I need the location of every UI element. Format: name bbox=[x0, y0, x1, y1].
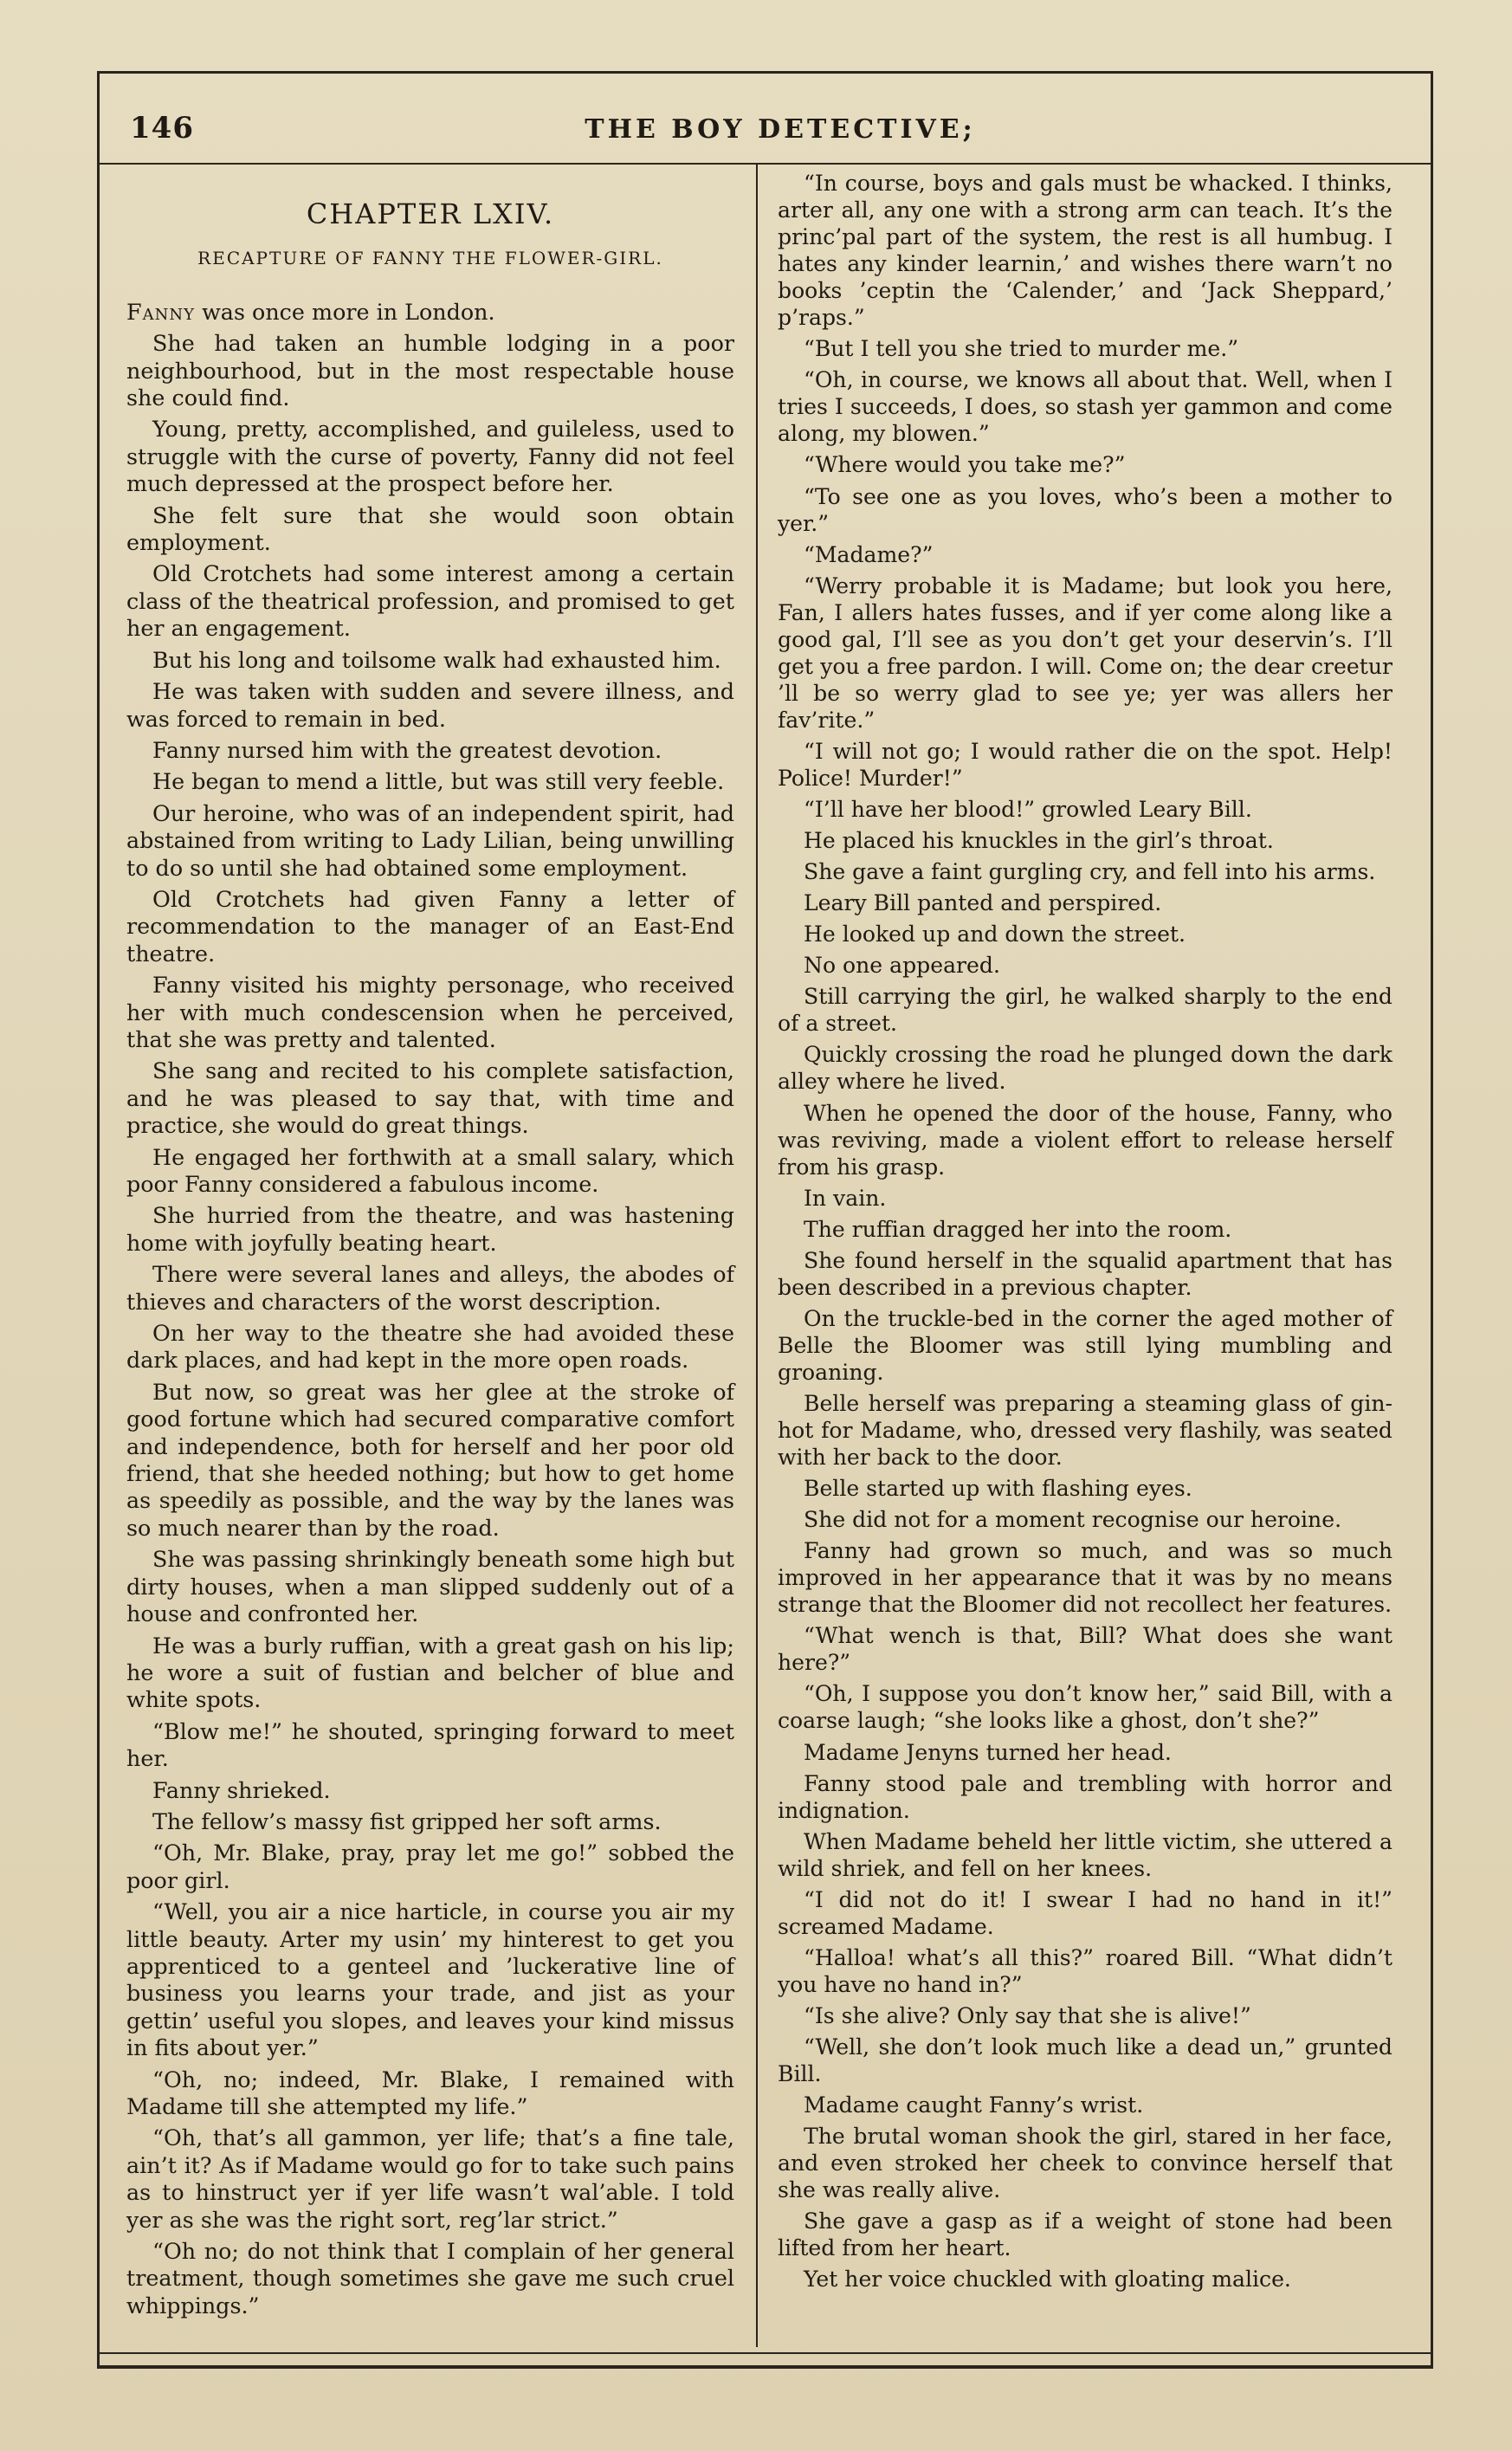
paragraph: Young, pretty, accomplished, and guileless, used to struggle with the curse of poverty, Fanny did not feel much depressed at the prospect before her. bbox=[126, 416, 734, 497]
paragraph: She felt sure that she would soon obtain employment. bbox=[126, 501, 734, 556]
paragraph: Fanny shrieked. bbox=[152, 1776, 331, 1803]
paragraph: She gave a gasp as if a weight of stone had been lifted from her heart. bbox=[778, 2208, 1392, 2261]
paragraph: Our heroine, who was of an independent spirit, had abstained from writing to Lady Lilian, being unwilling to do so until she had obtained some employment. bbox=[126, 799, 734, 881]
paragraph: Old Crotchets had some interest among a certain class of the theatrical profession, and promised to get her an engagement. bbox=[126, 560, 734, 642]
paragraph: “Oh, that’s all gammon, yer life; that’s a fine tale, ain’t it? As if Madame would go for to take such pains as to hinstruct yer if yer life wasn’t wal’able. I told yer as she was the right sort, reg’lar strict.” bbox=[126, 2124, 734, 2233]
paragraph: Fanny nursed him with the greatest devotion. bbox=[152, 736, 662, 763]
running-title: THE BOY DETECTIVE; bbox=[585, 114, 976, 145]
paragraph: Belle herself was preparing a steaming glass of gin-hot for Madame, who, dressed very flashily, was seated with her back to the door. bbox=[778, 1390, 1392, 1471]
paragraph: “Is she alive? Only say that she is alive!” bbox=[804, 2002, 1251, 2028]
running-header bbox=[126, 111, 1434, 159]
paragraph: “Oh, no; indeed, Mr. Blake, I remained with Madame till she attempted my life.” bbox=[126, 2066, 734, 2119]
paragraph: The brutal woman shook the girl, stared in her face, and even stroked her cheek to convince herself that she was really alive. bbox=[778, 2124, 1392, 2203]
paragraph: He looked up and down the street. bbox=[804, 922, 1186, 947]
paragraph: Fanny stood pale and trembling with horror and indignation. bbox=[778, 1770, 1392, 1823]
paragraph: There were several lanes and alleys, the abodes of thieves and characters of the worst description. bbox=[126, 1261, 734, 1315]
paragraph: Old Crotchets had given Fanny a letter of recommendation to the manager of an East-End theatre. bbox=[126, 885, 734, 967]
chapter-title: CHAPTER LXIV. bbox=[306, 197, 555, 230]
paragraph: She sang and recited to his complete satisfaction, and he was pleased to say that, with time and practice, she would do great things. bbox=[126, 1057, 734, 1139]
paragraph: “Oh, I suppose you don’t know her,” said Bill, with a coarse laugh; “she looks like a ghost, don’t she?” bbox=[778, 1681, 1392, 1734]
header-rule bbox=[97, 163, 1431, 165]
bottom-rule-thick bbox=[97, 2365, 1433, 2369]
opening-name: Fanny bbox=[126, 298, 195, 325]
paragraph: He began to mend a little, but was still very feeble. bbox=[152, 768, 725, 795]
chapter-subtitle: RECAPTURE OF FANNY THE FLOWER-GIRL. bbox=[197, 248, 663, 269]
right-column bbox=[778, 170, 1392, 2297]
paragraph: “Well, you air a nice harticle, in course you air my little beauty. Arter my usin’ my hinterest to get you apprenticed to a genteel and ’luckerative line of business you learns your trade, and jist as your gettin’ useful you slopes, and leaves your kind missus in fits about yer.” bbox=[126, 1898, 734, 2061]
paragraph: “Blow me!” he shouted, springing forward to meet her. bbox=[126, 1717, 734, 1772]
paragraph: “To see one as you loves, who’s been a mother to yer.” bbox=[778, 483, 1392, 536]
paragraph: In vain. bbox=[804, 1185, 887, 1211]
paragraph: “Oh, in course, we knows all about that. Well, when I tries I succeeds, I does, so stash yer gammon and come along, my blowen.” bbox=[778, 367, 1392, 447]
paragraph: But now, so great was her glee at the stroke of good fortune which had secured comparative comfort and independence, both for herself and her poor old friend, that she heeded nothing; but how to get home as speedily as possible, and the way by the lanes was so much nearer than by the road. bbox=[126, 1378, 734, 1541]
paragraph: On her way to the theatre she had avoided these dark places, and had kept in the more open roads. bbox=[126, 1320, 734, 1374]
paragraph: Quickly crossing the road he plunged down the dark alley where he lived. bbox=[778, 1042, 1392, 1095]
paragraph: On the truckle-bed in the corner the aged mother of Belle the Bloomer was still lying mumbling and groaning. bbox=[778, 1305, 1392, 1385]
paragraph: Still carrying the girl, he walked sharply to the end of a street. bbox=[778, 984, 1392, 1037]
paragraph: No one appeared. bbox=[804, 953, 1000, 979]
paragraph: Madame Jenyns turned her head. bbox=[804, 1739, 1172, 1765]
paragraph: He was taken with sudden and severe illness, and was forced to remain in bed. bbox=[126, 678, 734, 732]
paragraph: When Madame beheld her little victim, she uttered a wild shriek, and fell on her knees. bbox=[778, 1828, 1392, 1881]
column-divider bbox=[756, 165, 758, 2347]
paragraph: Leary Bill panted and perspired. bbox=[804, 890, 1162, 916]
paragraph: “What wench is that, Bill? What does she want here?” bbox=[778, 1623, 1392, 1676]
paragraph: “I did not do it! I swear I had no hand in it!” screamed Madame. bbox=[778, 1886, 1392, 1939]
bottom-rule bbox=[97, 2352, 1433, 2354]
paragraph: He placed his knuckles in the girl’s throat. bbox=[804, 828, 1274, 854]
paragraph: She found herself in the squalid apartment that has been described in a previous chapter. bbox=[778, 1247, 1392, 1300]
paragraph: She did not for a moment recognise our heroine. bbox=[804, 1507, 1342, 1533]
paragraph: “Madame?” bbox=[804, 541, 934, 567]
left-column bbox=[126, 182, 734, 2324]
paragraph: Madame caught Fanny’s wrist. bbox=[804, 2092, 1144, 2118]
opening-text: was once more in London. bbox=[195, 298, 495, 325]
paragraph: She was passing shrinkingly beneath some high but dirty houses, when a man slipped suddenly out of a house and confronted her. bbox=[126, 1546, 734, 1627]
paragraph: The ruffian dragged her into the room. bbox=[804, 1216, 1232, 1242]
paragraph: “Werry probable it is Madame; but look you here, Fan, I allers hates fusses, and if yer come along like a good gal, I’ll see as you don’t get your deservin’s. I’ll get you a free pardon. I will. Come on; the dear creetur ’ll be so werry glad to see ye; yer was allers her fav’rite.” bbox=[778, 572, 1392, 733]
paragraph: Belle started up with flashing eyes. bbox=[804, 1476, 1192, 1502]
paragraph: Fanny visited his mighty personage, who received her with much condescension when he perceived, that she was pretty and talented. bbox=[126, 972, 734, 1052]
paragraph: He engaged her forthwith at a small salary, which poor Fanny considered a fabulous income. bbox=[126, 1143, 734, 1197]
paragraph: She gave a faint gurgling cry, and fell into his arms. bbox=[804, 859, 1376, 885]
opening-paragraph bbox=[126, 299, 734, 326]
paragraph: He was a burly ruffian, with a great gash on his lip; he wore a suit of fustian and belcher of blue and white spots. bbox=[126, 1632, 734, 1713]
paragraph: When he opened the door of the house, Fanny, who was reviving, made a violent effort to release herself from his grasp. bbox=[778, 1100, 1392, 1180]
left-frame-rule bbox=[97, 71, 100, 2368]
paragraph: But his long and toilsome walk had exhausted him. bbox=[152, 646, 721, 673]
paragraph: The fellow’s massy fist gripped her soft arms. bbox=[152, 1808, 662, 1834]
top-rule bbox=[97, 71, 1431, 74]
paragraph: “But I tell you she tried to murder me.” bbox=[804, 336, 1239, 362]
paragraph: “In course, boys and gals must be whacked. I thinks, arter all, any one with a strong arm can teach. It’s the princ’pal part of the system, the rest is all humbug. I hates any kinder learnin,’ and wishes there warn’t no books ’ceptin the ‘Calender,’ and ‘Jack Sheppard,’ p’raps.” bbox=[778, 171, 1392, 331]
paragraph: Fanny had grown so much, and was so much improved in her appearance that it was by no means strange that the Bloomer did not recollect her features. bbox=[778, 1538, 1392, 1618]
right-frame-rule bbox=[1431, 71, 1433, 2368]
paragraph: “Where would you take me?” bbox=[804, 452, 1126, 478]
paragraph: “Oh, Mr. Blake, pray, pray let me go!” sobbed the poor girl. bbox=[126, 1840, 734, 1893]
paragraph: “Oh no; do not think that I complain of her general treatment, though sometimes she gave me such cruel whippings.” bbox=[126, 2238, 734, 2318]
page-number: 146 bbox=[130, 111, 194, 146]
paragraph: “Halloa! what’s all this?” roared Bill. “What didn’t you have no hand in?” bbox=[778, 1944, 1392, 1997]
paragraph: “Well, she don’t look much like a dead un,” grunted Bill. bbox=[778, 2034, 1392, 2087]
paragraph: She had taken an humble lodging in a poor neighbourhood, but in the most respectable house she could find. bbox=[126, 330, 734, 411]
paragraph: Yet her voice chuckled with gloating malice. bbox=[804, 2267, 1291, 2293]
paragraph: “I’ll have her blood!” growled Leary Bill. bbox=[804, 797, 1252, 823]
paragraph: She hurried from the theatre, and was hastening home with joyfully beating heart. bbox=[126, 1202, 734, 1256]
paragraph: “I will not go; I would rather die on the spot. Help! Police! Murder!” bbox=[778, 738, 1392, 791]
